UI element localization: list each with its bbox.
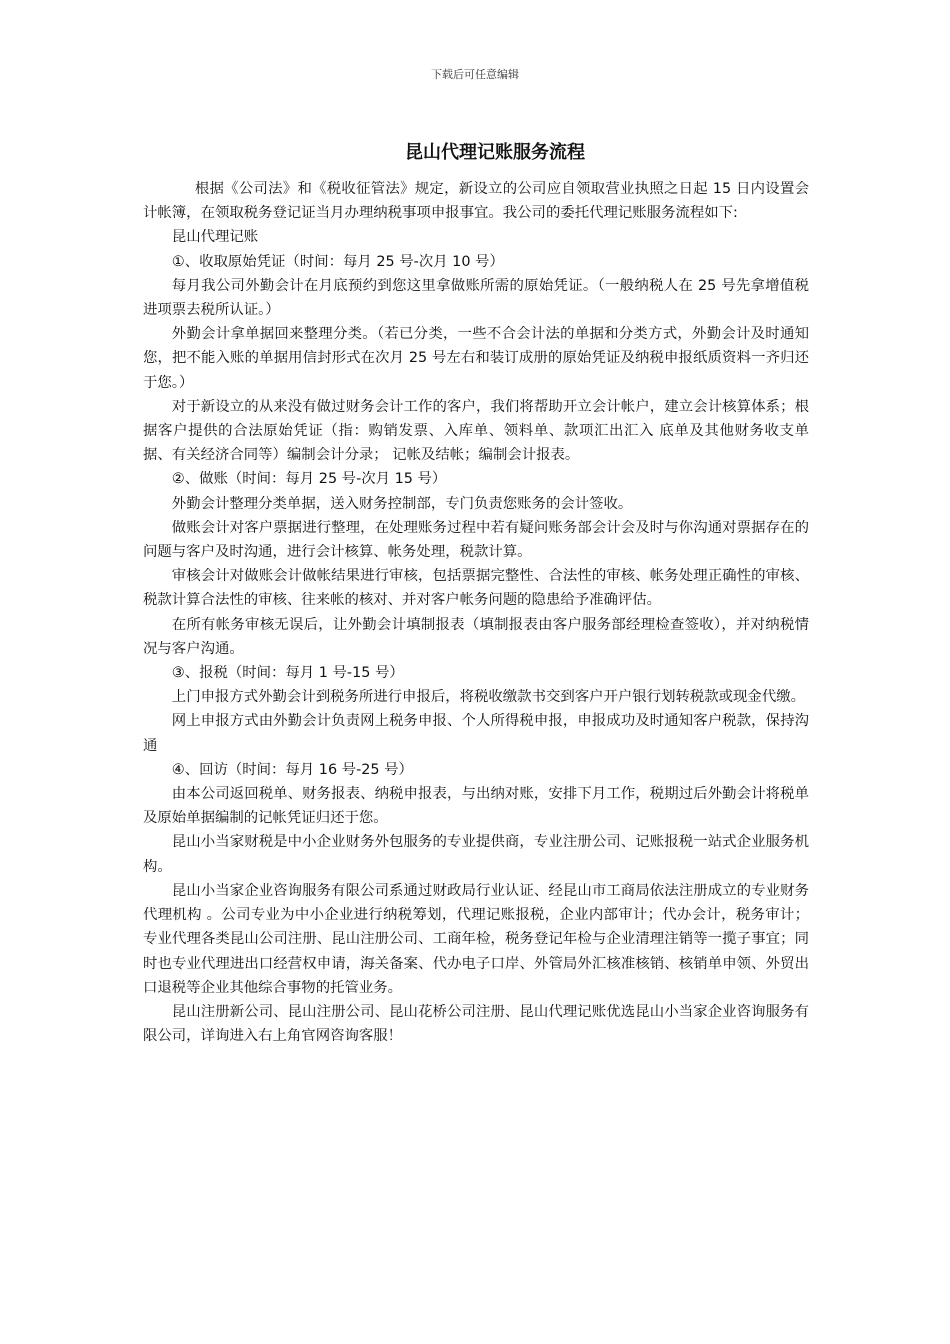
body-paragraph: 昆山注册新公司、昆山注册公司、昆山花桥公司注册、昆山代理记账优选昆山小当家企业咨询服务有限公司，详询进入右上角官网咨询客服！ bbox=[143, 1003, 809, 1045]
body-paragraph: 昆山小当家财税是中小企业财务外包服务的专业提供商，专业注册公司、记账报税一站式企业服务机构。 bbox=[143, 834, 809, 875]
step-heading-follow-up: ④、回访（时间：每月 16 号-25 号） bbox=[171, 761, 413, 778]
header-note: 下载后可任意编辑 bbox=[431, 68, 519, 81]
step-heading-bookkeeping: ②、做账（时间：每月 25 号-次月 15 号） bbox=[171, 471, 447, 488]
body-paragraph: 由本公司返回税单、财务报表、纳税申报表，与出纳对账，安排下月工作，税期过后外勤会计将税单及原始单据编制的记帐凭证归还于您。 bbox=[143, 786, 809, 827]
section-heading: 昆山代理记账 bbox=[171, 229, 259, 246]
body-paragraph: 昆山小当家企业咨询服务有限公司系通过财政局行业认证、经昆山市工商局依法注册成立的专业财务代理机构 。公司专业为中小企业进行纳税筹划，代理记账报税，企业内部审计；代办会计，税务审计；专业代理各类昆山公司注册、昆山注册公司、工商年检，税务登记年检与企业清理注销等一揽子事宜；同时也专业代理进出口经营权申请，海关备案、代办电子口岸、外管局外汇核准核销、核销单申领、外贸出口退税等企业其他综合事物的托管业务。 bbox=[143, 882, 809, 996]
document-body bbox=[143, 177, 809, 1048]
body-paragraph: 对于新设立的从来没有做过财务会计工作的客户，我们将帮助开立会计帐户，建立会计核算体系；根据客户提供的合法原始凭证（指：购销发票、入库单、领料单、款项汇出汇入 底单及其他财务收支单据、有关经济合同等）编制会计分录； 记帐及结帐；编制会计报表。 bbox=[143, 398, 809, 464]
body-paragraph: 上门申报方式外勤会计到税务所进行申报后，将税收缴款书交到客户开户银行划转税款或现金代缴。 bbox=[171, 689, 805, 706]
step-heading-tax-filing: ③、报税（时间：每月 1 号-15 号） bbox=[171, 665, 404, 682]
body-paragraph: 每月我公司外勤会计在月底预约到您这里拿做账所需的原始凭证。（一般纳税人在 25 号先拿增值税进项票去税所认证。） bbox=[143, 277, 809, 319]
body-paragraph: 做账会计对客户票据进行整理，在处理账务过程中若有疑问账务部会计会及时与你沟通对票据存在的问题与客户及时沟通，进行会计核算、帐务处理，税款计算。 bbox=[143, 519, 809, 561]
step-heading-collect: ①、收取原始凭证（时间：每月 25 号-次月 10 号） bbox=[171, 253, 504, 270]
document-title: 昆山代理记账服务流程 bbox=[405, 142, 585, 163]
body-paragraph: 外勤会计拿单据回来整理分类。（若已分类，一些不合会计法的单据和分类方式，外勤会计及时通知您，把不能入账的单据用信封形式在次月 25 号左右和装订成册的原始凭证及纳税申报纸质资料一齐归还于您。） bbox=[143, 326, 809, 391]
body-paragraph: 外勤会计整理分类单据，送入财务控制部，专门负责您账务的会计签收。 bbox=[171, 495, 633, 512]
body-paragraph: 在所有帐务审核无误后，让外勤会计填制报表（填制报表由客户服务部经理检查签收），并对纳税情况与客户沟通。 bbox=[143, 616, 809, 657]
body-paragraph: 审核会计对做账会计做帐结果进行审核，包括票据完整性、合法性的审核、帐务处理正确性的审核、税款计算合法性的审核、往来帐的核对、并对客户帐务问题的隐患给予准确评估。 bbox=[143, 568, 809, 609]
body-paragraph: 网上申报方式由外勤会计负责网上税务申报、个人所得税申报，申报成功及时通知客户税款，保持沟通 bbox=[143, 713, 809, 754]
intro-paragraph: 根据《公司法》和《税收征管法》规定，新设立的公司应自领取营业执照之日起 15 日内设置会计帐簿，在领取税务登记证当月办理纳税事项申报事宜。我公司的委托代理记账服务流程如下: bbox=[143, 181, 809, 222]
